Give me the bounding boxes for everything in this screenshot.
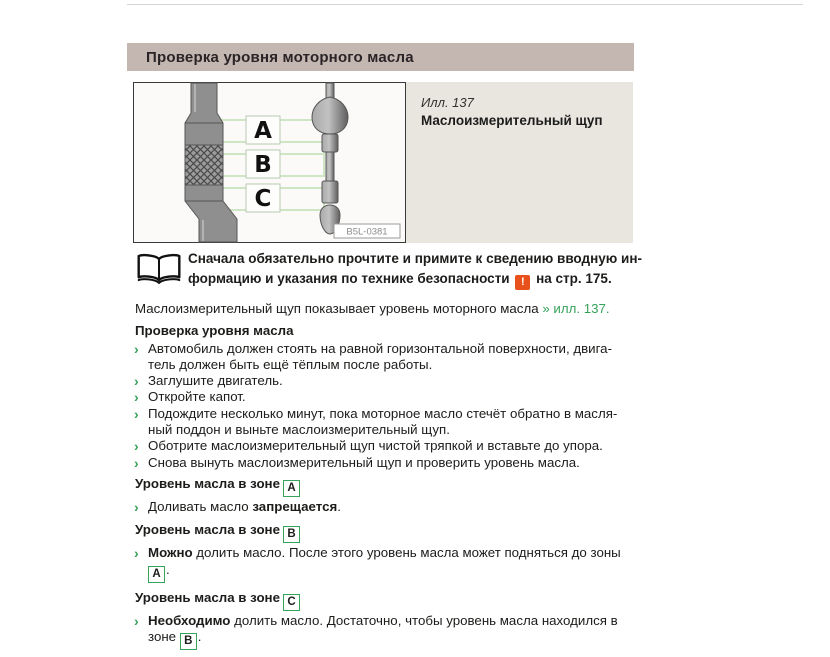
bullet-chevron-icon: › [134,612,139,629]
intro-text: Маслоизмерительный щуп показывает уровень моторного масла [135,301,543,316]
zone-c-letter-box: C [283,594,300,611]
warning-exclamation-icon: ! [515,275,530,290]
zone-b-ref-box: B [180,633,197,650]
step-text: Заглушите двигатель. [148,373,283,389]
dipstick-illustration [134,83,405,242]
body-text-column [133,301,635,657]
step-item [133,455,635,471]
zone-a-section [133,476,635,515]
procedure-heading: Проверка уровня масла [135,323,294,339]
step-text: Откройте капот. [148,389,246,405]
open-book-icon [135,252,183,291]
zone-c-heading [135,590,635,611]
figure-cross-reference-link[interactable]: » илл. 137. [542,301,610,316]
note-line-2 [188,271,612,286]
bullet-chevron-icon: › [134,373,139,390]
zone-letter-b: B [254,152,272,178]
note-line-1: Сначала обязательно прочтите и примите к сведению вводную ин- [188,251,642,266]
zone-a-instruction-text: Доливать масло запрещается. [148,498,341,514]
bullet-chevron-icon: › [134,454,139,471]
zone-b-instruction-line-2: A . [148,562,170,577]
image-code-label [334,224,400,238]
zone-b-instruction-line-1: Можно долить масло. После этого уровень масла может подняться до зоны [148,545,621,561]
zone-c-instruction-line-2: зоне B . [148,629,201,644]
step-text: тель должен быть ещё тёплым после работы. [148,356,433,372]
safety-note-text [188,249,642,290]
procedure-steps-list [133,341,635,471]
dipstick-graphic [312,83,348,234]
image-code-text: B5L-0381 [346,226,388,238]
intro-paragraph [135,301,635,317]
safety-note [133,249,642,290]
zone-a-heading [135,476,635,497]
step-item [133,373,635,389]
figure-caption [406,82,633,243]
step-text: Снова вынуть маслоизмерительный щуп и проверить уровень масла. [148,454,580,470]
zone-c-section [133,590,635,650]
step-text: ный поддон и выньте маслоизмерительный щуп. [148,422,450,438]
dipstick-blade-graphic [185,83,237,242]
page-top-rule [127,4,803,5]
note-line-2-text: формацию и указания по технике безопасности [188,271,510,286]
bullet-chevron-icon: › [134,405,139,422]
zone-label-boxes [246,116,280,212]
bullet-chevron-icon: › [134,340,139,357]
zone-a-instruction [133,499,635,515]
bullet-chevron-icon: › [134,498,139,515]
zone-b-instruction [133,545,635,582]
step-text: Оботрите маслоизмерительный щуп чистой тряпкой и вставьте до упора. [148,438,603,454]
dipstick-figure [133,82,406,243]
step-item [133,438,635,454]
bullet-chevron-icon: › [134,545,139,562]
zone-c-instruction [133,613,635,650]
zone-a-ref-box: A [148,566,165,583]
zone-b-heading-text: Уровень масла в зоне [135,522,280,538]
section-title: Проверка уровня моторного масла [146,48,414,66]
zone-a-heading-text: Уровень масла в зоне [135,475,280,491]
zone-b-heading [135,522,635,543]
step-text: Подождите несколько минут, пока моторное масло стечёт обратно в масля- [148,405,618,421]
step-item [133,341,635,374]
figure-title: Маслоизмерительный щуп [421,113,603,128]
bullet-chevron-icon: › [134,438,139,455]
bullet-chevron-icon: › [134,389,139,406]
zone-a-letter-box: A [283,480,300,497]
step-text: Автомобиль должен стоять на равной горизонтальной поверхности, двига- [148,340,612,356]
zone-b-letter-box: B [283,526,300,543]
zone-c-instruction-line-1: Необходимо долить масло. Достаточно, чтобы уровень масла находился в [148,612,618,628]
section-header [127,43,634,71]
zone-letter-c: C [254,186,272,212]
zone-b-section [133,522,635,582]
zone-letter-a: A [254,118,272,144]
step-item [133,406,635,439]
figure-number: Илл. 137 [421,95,474,110]
note-page-ref: на стр. 175. [536,271,612,286]
step-item [133,389,635,405]
zone-c-heading-text: Уровень масла в зоне [135,589,280,605]
